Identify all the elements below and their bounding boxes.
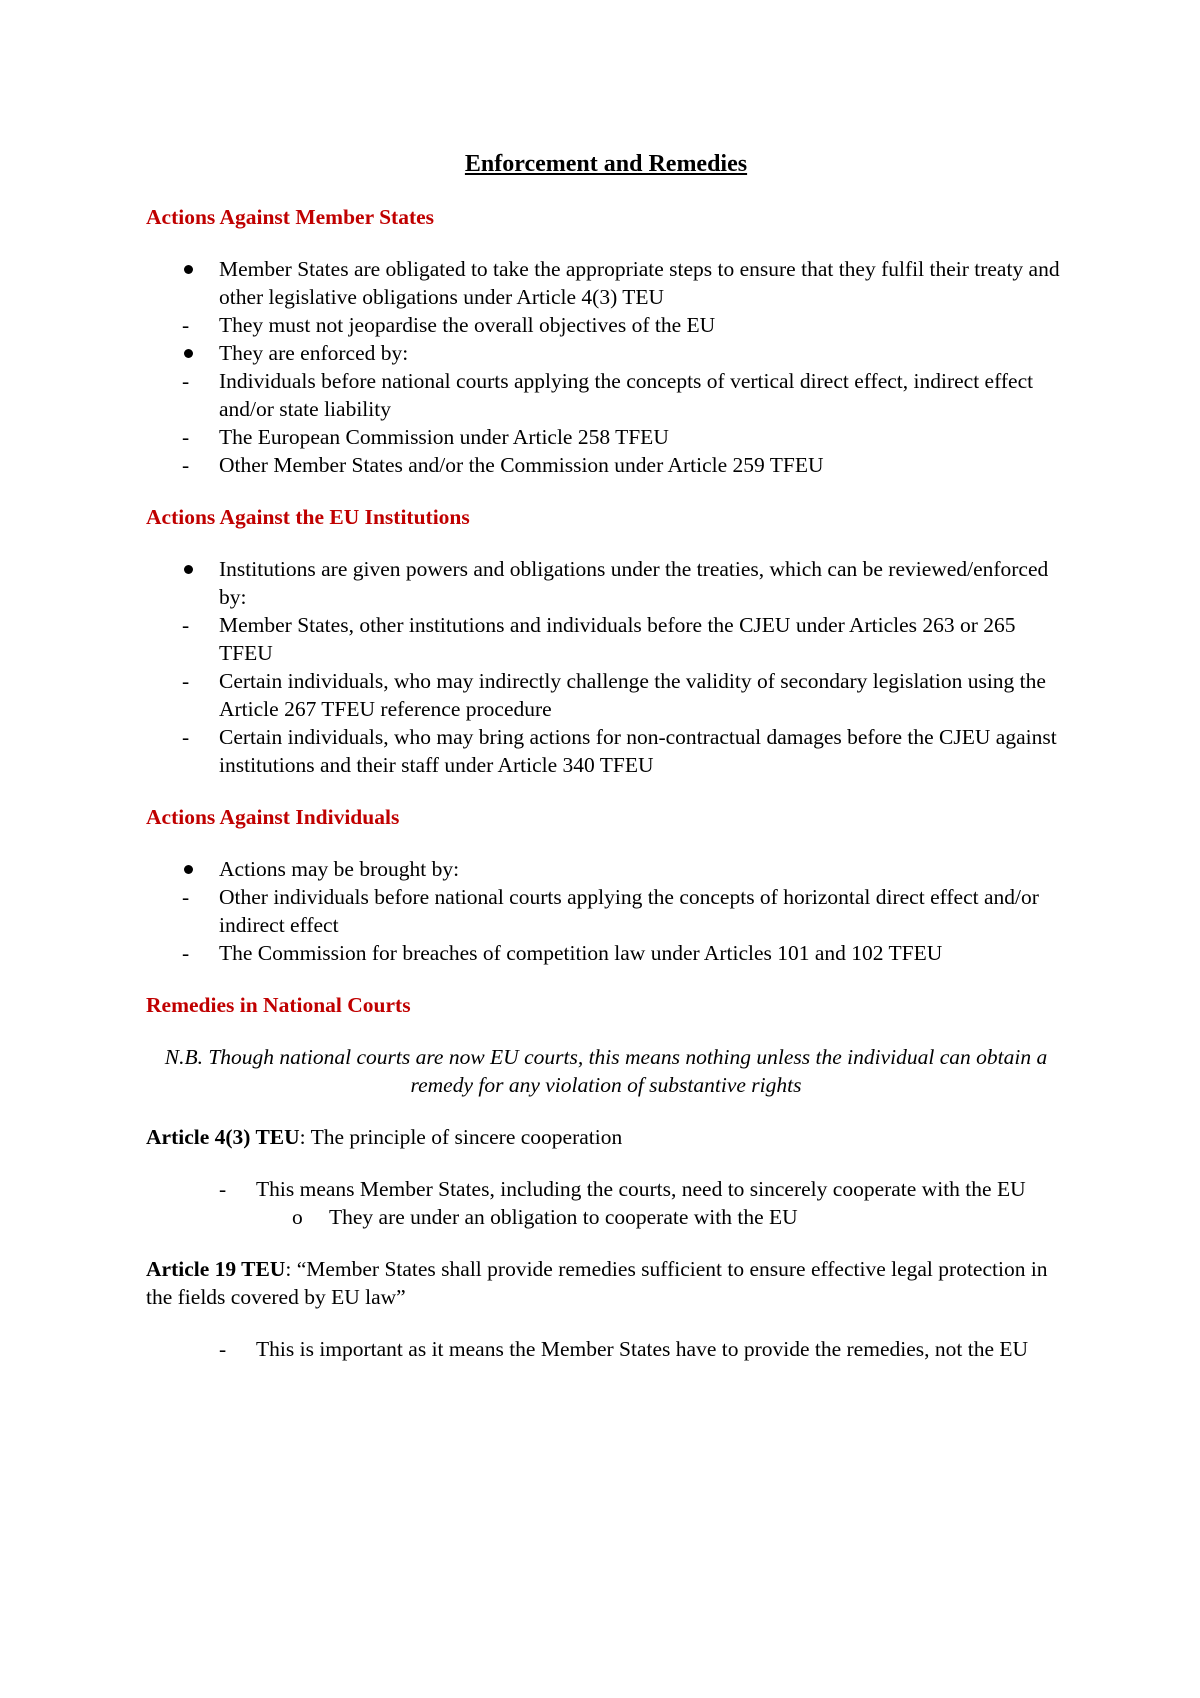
dash-text: Certain individuals, who may indirectly challenge the validity of secondary legislation using the Article 267 TFEU reference procedure: [219, 669, 1046, 721]
bullet-icon: [184, 349, 193, 358]
article-4-3-paragraph: [146, 1123, 1066, 1151]
bullet-text: Institutions are given powers and obligations under the treaties, which can be reviewed/enforced by:: [219, 557, 1049, 609]
dash-text: Other individuals before national courts applying the concepts of horizontal direct effect and/or indirect effect: [219, 885, 1039, 937]
dash-list: [182, 367, 1066, 479]
article-text: : “Member States shall provide remedies sufficient to ensure effective legal protection in the fields covered by EU law”: [146, 1257, 1048, 1309]
dash-item: [219, 1175, 1066, 1231]
article-label: Article 19 TEU: [146, 1257, 286, 1281]
dash-icon: -: [182, 425, 190, 449]
dash-icon: -: [219, 1177, 227, 1201]
dash-text: This is important as it means the Member States have to provide the remedies, not the EU: [256, 1337, 1029, 1361]
bullet-text: Member States are obligated to take the appropriate steps to ensure that they fulfil their treaty and other legislative obligations under Article 4(3) TEU: [219, 257, 1060, 309]
dash-item: [182, 367, 1066, 423]
nb-note: N.B. Though national courts are now EU courts, this means nothing unless the individual can obtain a remedy for any violation of substantive rights: [164, 1045, 1048, 1097]
dash-text: Individuals before national courts applying the concepts of vertical direct effect, indirect effect and/or state liability: [219, 369, 1034, 421]
dash-item: [182, 423, 1066, 451]
dash-item: [182, 611, 1066, 667]
document-page: [146, 138, 1066, 1363]
bullet-text: They are enforced by:: [219, 341, 409, 365]
dash-item: [182, 451, 1066, 479]
article-text: : The principle of sincere cooperation: [299, 1125, 623, 1149]
dash-text: This means Member States, including the courts, need to sincerely cooperate with the EU: [256, 1177, 1026, 1201]
section-heading-member-states: Actions Against Member States: [146, 205, 435, 229]
bullet-icon: [184, 265, 193, 274]
dash-icon: -: [182, 613, 190, 637]
bullet-list: [146, 555, 1066, 779]
circle-bullet-icon: o: [292, 1205, 303, 1229]
dash-item: [219, 1335, 1066, 1363]
dash-list: [182, 611, 1066, 779]
dash-icon: -: [219, 1337, 227, 1361]
dash-item: [182, 311, 1066, 339]
document-title: Enforcement and Remedies: [464, 151, 748, 177]
dash-icon: -: [182, 669, 190, 693]
bullet-icon: [184, 565, 193, 574]
bullet-text: Actions may be brought by:: [219, 857, 460, 881]
article-19-paragraph: [146, 1255, 1066, 1311]
dash-icon: -: [182, 453, 190, 477]
dash-list: [219, 1335, 1066, 1363]
dash-item: [182, 723, 1066, 779]
dash-text: The European Commission under Article 258 TFEU: [219, 425, 669, 449]
dash-item: [182, 939, 1066, 967]
dash-text: Other Member States and/or the Commission under Article 259 TFEU: [219, 453, 824, 477]
bullet-list: [146, 855, 1066, 967]
dash-list: [182, 883, 1066, 967]
bullet-item: [146, 339, 1066, 479]
dash-text: They must not jeopardise the overall objectives of the EU: [219, 313, 716, 337]
dash-icon: -: [182, 885, 190, 909]
dash-icon: -: [182, 369, 190, 393]
bullet-item: [146, 555, 1066, 779]
dash-text: Certain individuals, who may bring actions for non-contractual damages before the CJEU against institutions and their staff under Article 340 TFEU: [219, 725, 1057, 777]
circle-list: [256, 1203, 1066, 1231]
dash-item: [182, 883, 1066, 939]
section-heading-remedies: Remedies in National Courts: [146, 993, 411, 1017]
bullet-item: [146, 255, 1066, 339]
dash-list: [219, 1175, 1066, 1231]
circle-text: They are under an obligation to cooperate with the EU: [329, 1205, 798, 1229]
article-label: Article 4(3) TEU: [146, 1125, 300, 1149]
dash-list: [182, 311, 1066, 339]
dash-icon: -: [182, 941, 190, 965]
bullet-item: [146, 855, 1066, 967]
dash-text: The Commission for breaches of competition law under Articles 101 and 102 TFEU: [219, 941, 943, 965]
section-heading-individuals: Actions Against Individuals: [146, 805, 400, 829]
bullet-icon: [184, 865, 193, 874]
bullet-list: [146, 255, 1066, 479]
dash-item: [182, 667, 1066, 723]
section-heading-eu-institutions: Actions Against the EU Institutions: [146, 505, 470, 529]
dash-icon: -: [182, 313, 190, 337]
circle-item: [292, 1203, 1066, 1231]
dash-icon: -: [182, 725, 190, 749]
dash-text: Member States, other institutions and individuals before the CJEU under Articles 263 or 265 TFEU: [219, 613, 1016, 665]
